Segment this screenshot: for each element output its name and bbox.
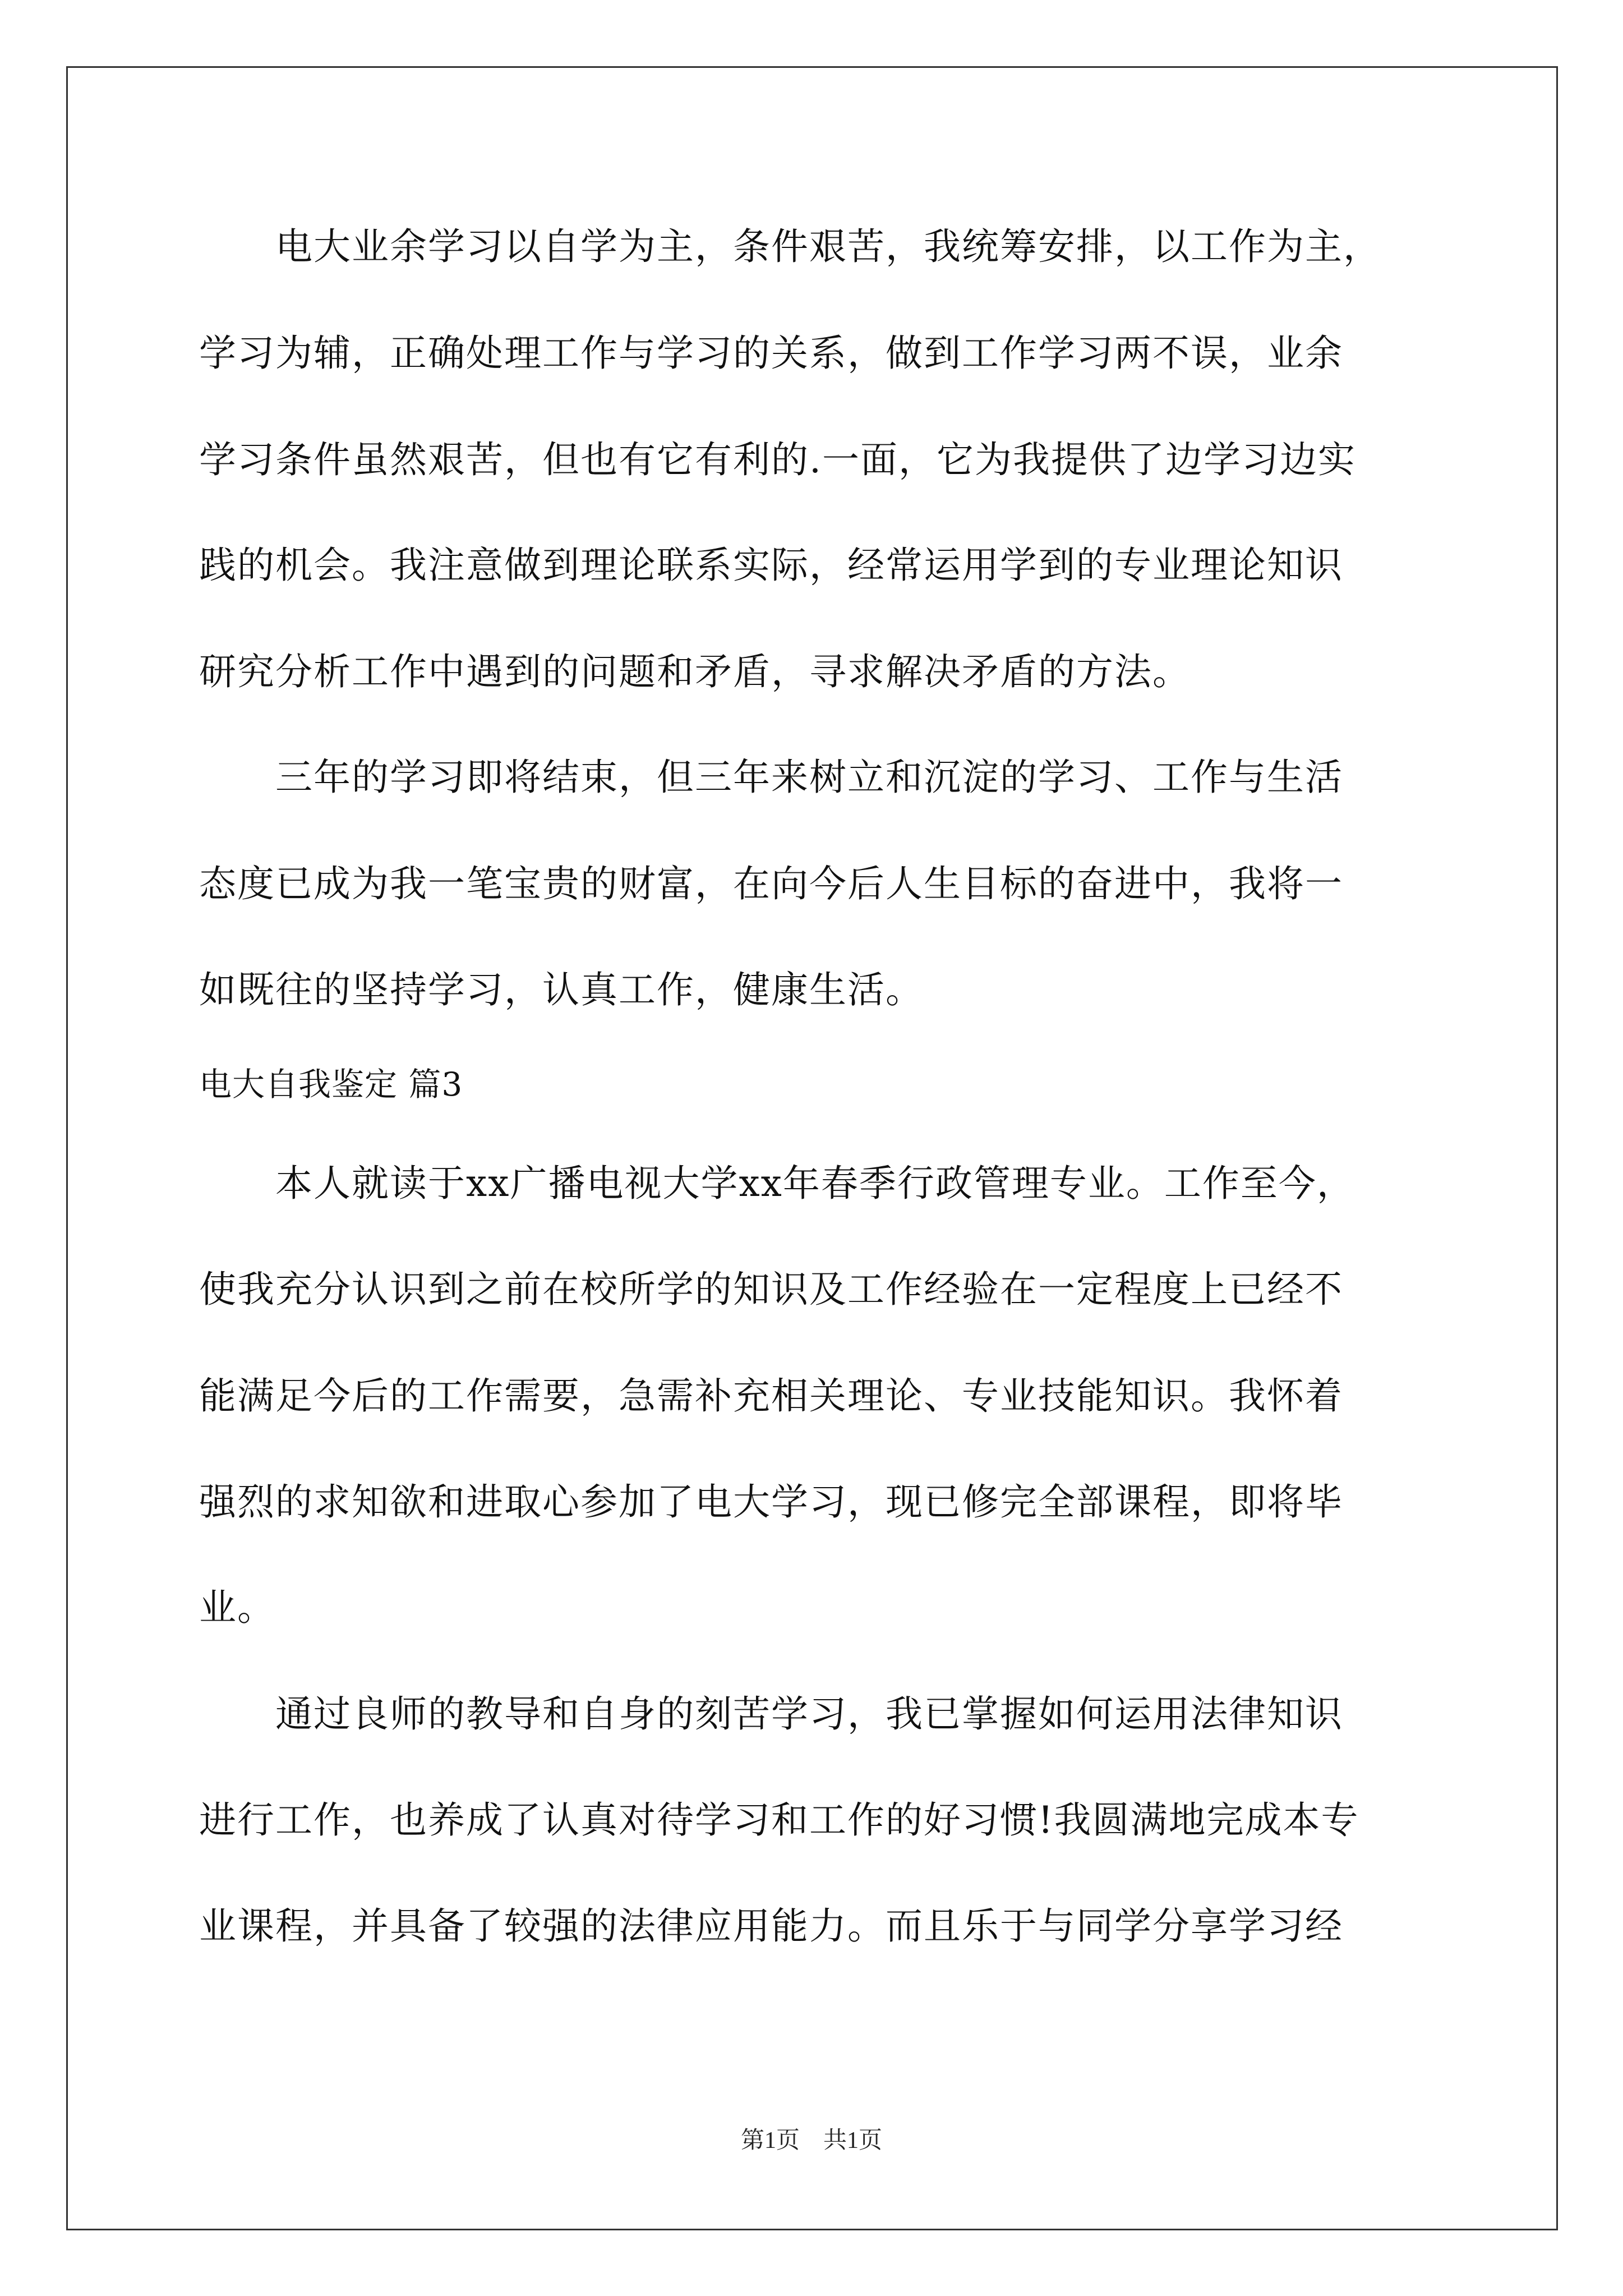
- paragraph-line: 业。: [199, 1586, 275, 1629]
- paragraph-line: 通过良师的教导和自身的刻苦学习，我已掌握如何运用法律知识: [199, 1692, 1343, 1736]
- section-heading: 电大自我鉴定 篇3: [199, 1065, 463, 1103]
- paragraph-line: 如既往的坚持学习，认真工作，健康生活。: [199, 968, 924, 1011]
- paragraph-line: 进行工作，也养成了认真对待学习和工作的好习惯!我圆满地完成本专: [199, 1798, 1359, 1842]
- paragraph-line: 业课程，并具备了较强的法律应用能力。而且乐于与同学分享学习经: [199, 1904, 1343, 1948]
- paragraph-line: 态度已成为我一笔宝贵的财富，在向今后人生目标的奋进中，我将一: [199, 862, 1343, 905]
- paragraph-line: 电大业余学习以自学为主，条件艰苦，我统筹安排，以工作为主，: [199, 225, 1381, 268]
- paragraph-line: 使我充分认识到之前在校所学的知识及工作经验在一定程度上已经不: [199, 1268, 1343, 1311]
- page-number-footer: 第1页 共1页: [740, 2128, 882, 2154]
- paragraph-line: 研究分析工作中遇到的问题和矛盾，寻求解决矛盾的方法。: [199, 650, 1191, 693]
- paragraph-line: 学习为辅，正确处理工作与学习的关系，做到工作学习两不误，业余: [199, 332, 1343, 375]
- paragraph-line: 强烈的求知欲和进取心参加了电大学习，现已修完全部课程，即将毕: [199, 1480, 1343, 1524]
- paragraph-line: 践的机会。我注意做到理论联系实际，经常运用学到的专业理论知识: [199, 544, 1343, 587]
- paragraph-line: 本人就读于xx广播电视大学xx年春季行政管理专业。工作至今，: [199, 1162, 1355, 1205]
- paragraph-line: 三年的学习即将结束，但三年来树立和沉淀的学习、工作与生活: [199, 756, 1343, 799]
- paragraph-line: 学习条件虽然艰苦，但也有它有利的.一面，它为我提供了边学习边实: [199, 438, 1356, 481]
- paragraph-line: 能满足今后的工作需要，急需补充相关理论、专业技能知识。我怀着: [199, 1374, 1343, 1418]
